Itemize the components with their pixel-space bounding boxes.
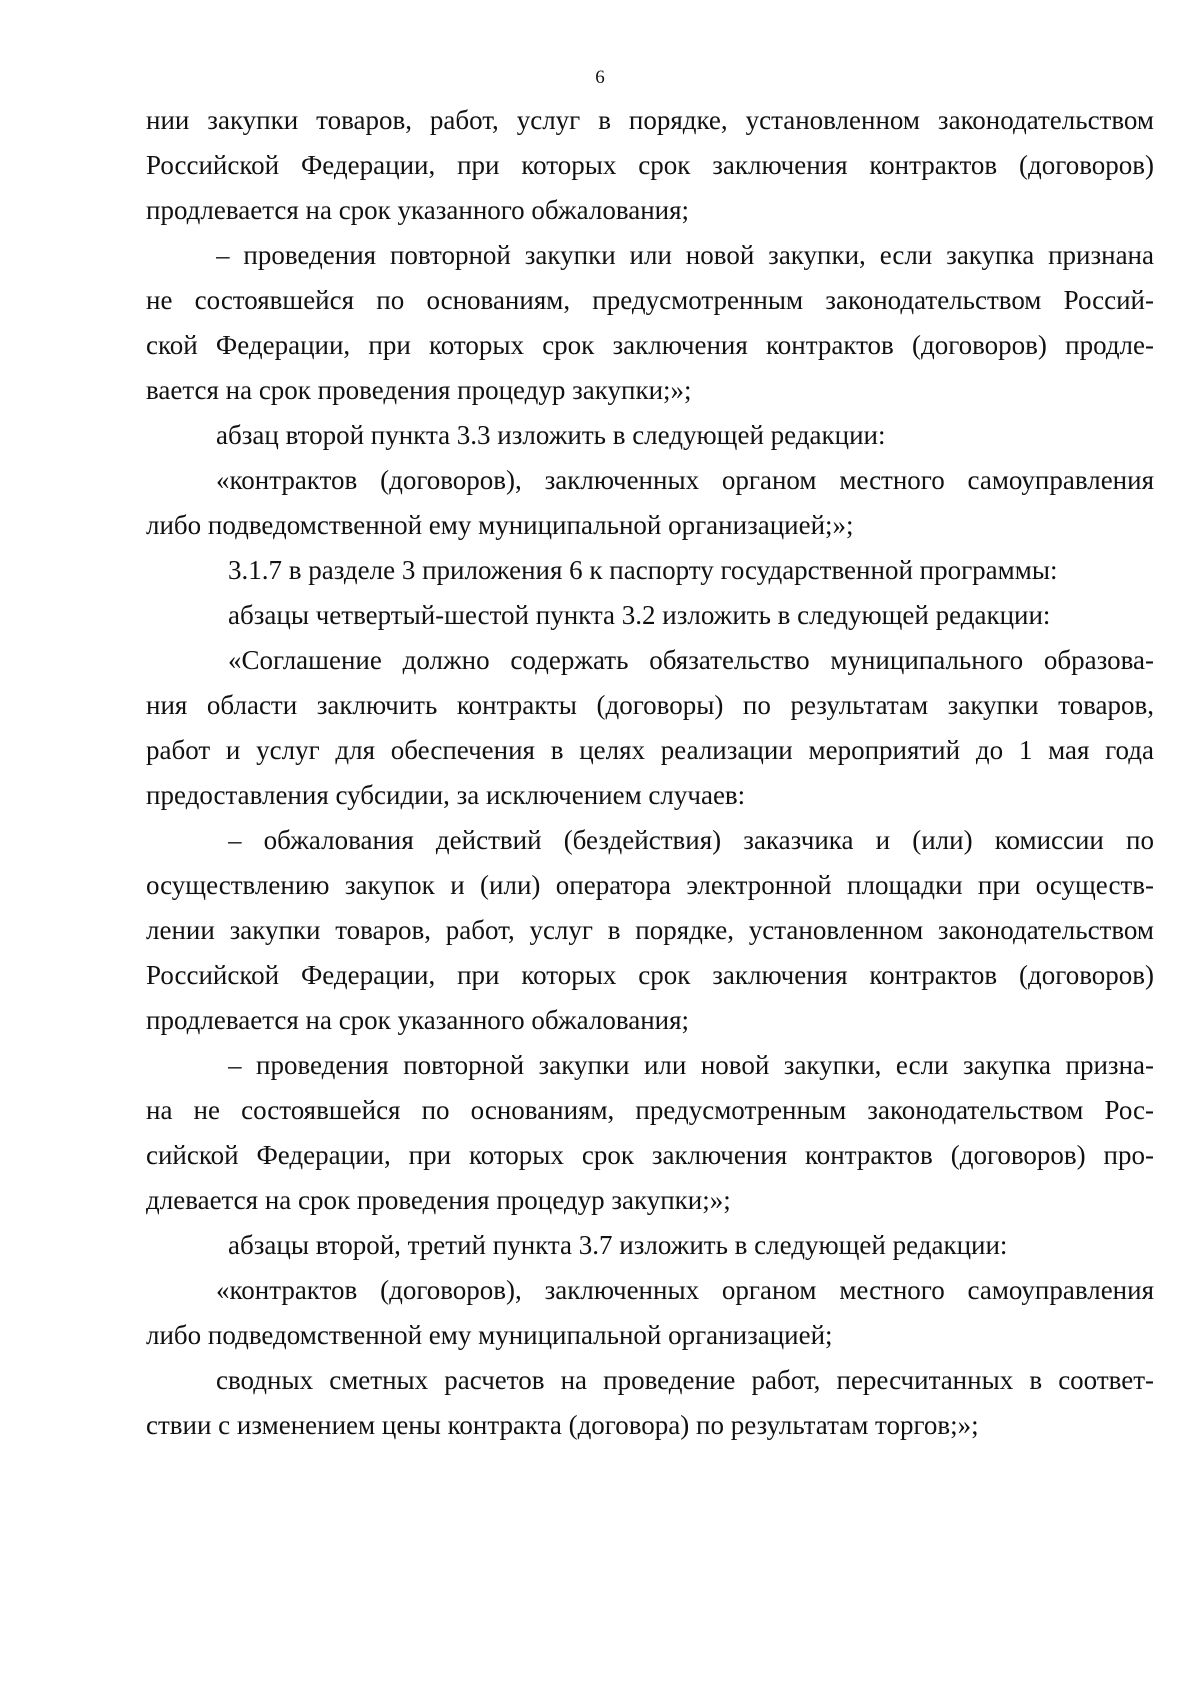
text-line: абзацы второй, третий пункта 3.7 изложить в следующей редакции: [228,1230,1008,1260]
text-line: ния области заключить контракты (договоры) по результатам закупки товаров, [146,690,1154,720]
text-line: сийской Федерации, при которых срок заключения контрактов (договоров) про- [146,1140,1154,1170]
text-line: работ и услуг для обеспечения в целях реализации мероприятий до 1 мая года [146,735,1154,765]
text-line: сводных сметных расчетов на проведение работ, пересчитанных в соответ- [216,1365,1154,1395]
text-line: абзац второй пункта 3.3 изложить в следующей редакции: [216,420,886,450]
text-line: – проведения повторной закупки или новой закупки, если закупка призна- [228,1050,1154,1080]
text-line: Российской Федерации, при которых срок заключения контрактов (договоров) [146,150,1154,180]
text-line: продлевается на срок указанного обжалования; [146,195,690,225]
text-line: либо подведомственной ему муниципальной организацией;»; [146,510,854,540]
text-line: абзацы четвертый-шестой пункта 3.2 изложить в следующей редакции: [228,600,1051,630]
text-line: ствии с изменением цены контракта (договора) по результатам торгов;»; [146,1410,979,1440]
text-line: предоставления субсидии, за исключением случаев: [146,780,746,810]
text-line: «контрактов (договоров), заключенных органом местного самоуправления [216,1275,1154,1305]
text-line: – обжалования действий (бездействия) заказчика и (или) комиссии по [228,825,1154,855]
text-line: «Соглашение должно содержать обязательство муниципального образова- [228,645,1154,675]
text-line: либо подведомственной ему муниципальной организацией; [146,1320,833,1350]
text-line: не состоявшейся по основаниям, предусмотренным законодательством Россий- [146,285,1154,315]
text-line: длевается на срок проведения процедур закупки;»; [146,1185,731,1215]
text-line: нии закупки товаров, работ, услуг в порядке, установленном законодательством [146,105,1154,135]
page-number: 6 [595,67,605,88]
text-line: 3.1.7 в разделе 3 приложения 6 к паспорту государственной программы: [228,555,1058,585]
text-line: лении закупки товаров, работ, услуг в порядке, установленном законодательством [146,915,1154,945]
text-line: продлевается на срок указанного обжалования; [146,1005,690,1035]
text-line: «контрактов (договоров), заключенных органом местного самоуправления [216,465,1154,495]
text-line: вается на срок проведения процедур закупки;»; [146,375,692,405]
text-line: – проведения повторной закупки или новой закупки, если закупка признана [216,240,1154,270]
text-line: на не состоявшейся по основаниям, предусмотренным законодательством Рос- [146,1095,1154,1125]
text-line: ской Федерации, при которых срок заключения контрактов (договоров) продле- [146,330,1154,360]
text-line: Российской Федерации, при которых срок заключения контрактов (договоров) [146,960,1154,990]
text-line: осуществлению закупок и (или) оператора электронной площадки при осуществ- [146,870,1154,900]
